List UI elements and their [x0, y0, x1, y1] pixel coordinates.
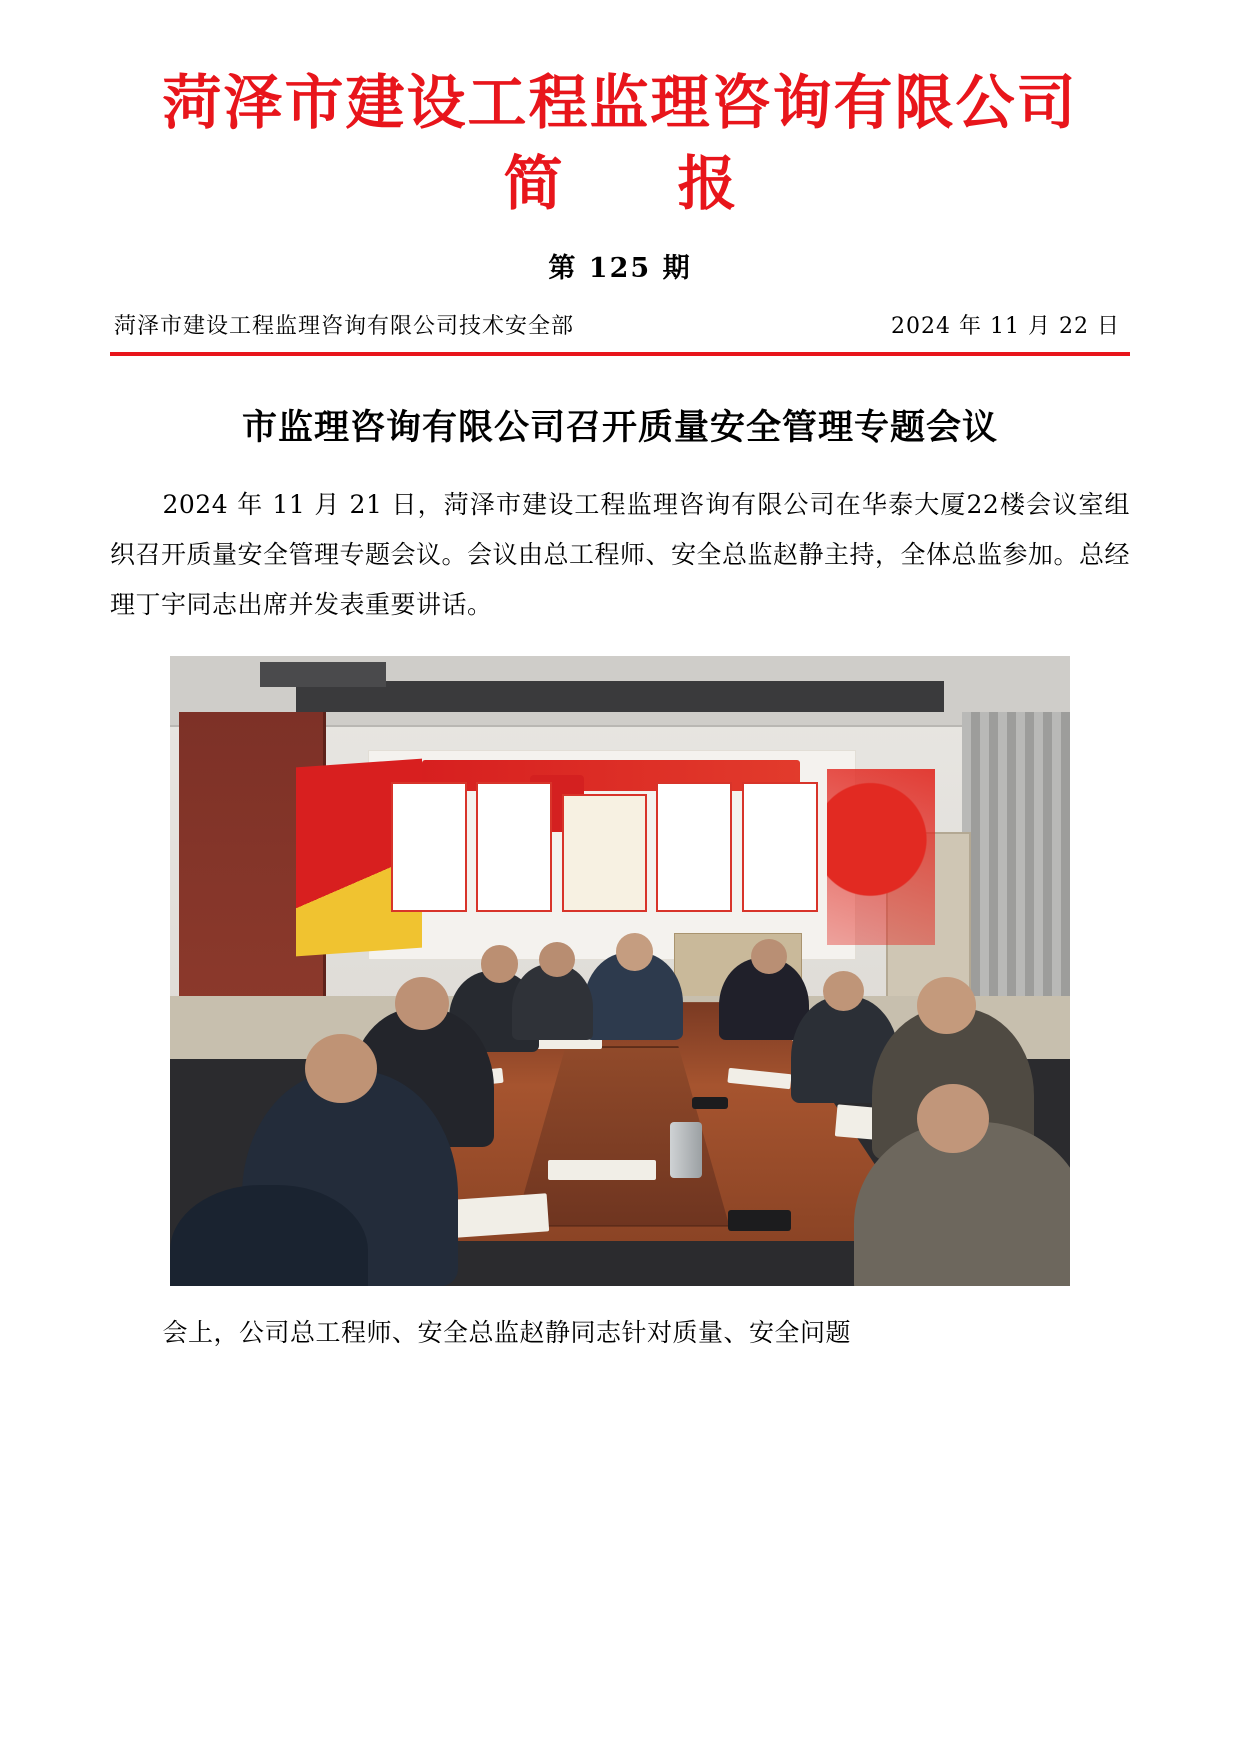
photo-person-head: [395, 977, 449, 1030]
photo-mobile-phone: [728, 1210, 791, 1231]
photo-wall-graphic: [827, 769, 935, 945]
photo-person-head: [481, 945, 519, 983]
photo-wall-panel: [562, 794, 647, 911]
article-paragraph-2: 会上，公司总工程师、安全总监赵静同志针对质量、安全问题: [162, 1317, 852, 1347]
bulletin-title: 简 报: [503, 148, 765, 218]
photo-person-head: [616, 933, 654, 971]
masthead-meta: [110, 309, 1130, 340]
masthead-divider: [110, 352, 1130, 356]
photo-person-head: [305, 1034, 377, 1103]
photo-person-head: [823, 971, 864, 1011]
photo-ceiling-beam: [296, 681, 944, 713]
photo-mobile-phone: [692, 1097, 728, 1110]
photo-wall-panel: [742, 782, 818, 912]
photo-person-head: [751, 939, 787, 974]
photo-ceiling-beam-secondary: [260, 662, 386, 687]
issue-number: 第 125 期: [548, 252, 692, 284]
paragraph-1-text: 2024 年 11 月 21 日，菏泽市建设工程监理咨询有限公司在华泰大厦22楼会议室组织召开质量安全管理专题会议。会议由总工程师、安全总监赵静主持，全体总监参加。总经理丁宇同志出席并发表重要讲话。: [110, 489, 1131, 619]
issue-date: 2024 年 11 月 22 日: [891, 313, 1120, 339]
company-title: 菏泽市建设工程监理咨询有限公司: [162, 68, 1078, 137]
meeting-photo: [170, 656, 1070, 1286]
photo-person-head: [917, 977, 976, 1034]
photo-person-head: [917, 1084, 989, 1153]
photo-thermos-cup: [670, 1122, 702, 1179]
article-paragraph-1: [110, 480, 1130, 630]
photo-document: [548, 1160, 656, 1180]
article-headline: 市监理咨询有限公司召开质量安全管理专题会议: [241, 407, 998, 448]
photo-wall-panel: [656, 782, 732, 912]
issuing-department: 菏泽市建设工程监理咨询有限公司技术安全部: [114, 313, 575, 339]
masthead: [110, 0, 1130, 224]
photo-wall-panel: [391, 782, 467, 912]
photo-wall-panel: [476, 782, 552, 912]
